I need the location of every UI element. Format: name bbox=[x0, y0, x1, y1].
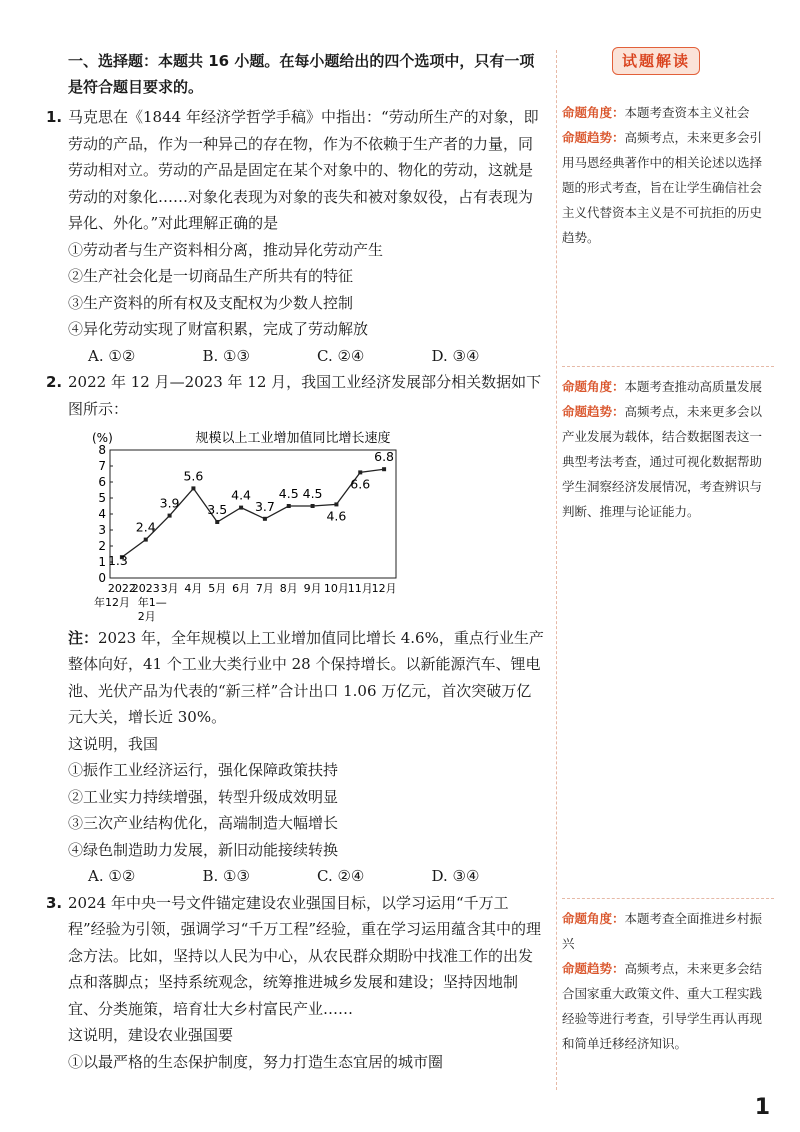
choice-a[interactable]: A. ①② bbox=[88, 346, 136, 365]
x-tick-label-sub: 2月 bbox=[137, 610, 156, 623]
angle-text: 本题考查推动高质量发展 bbox=[624, 379, 763, 394]
trend-text: 高频考点，未来更多会结合国家重大政策文件、重大工程实践经验等进行考查，引导学生再认再现和简单迁移经济知识。 bbox=[562, 961, 763, 1051]
x-tick-label: 3月 bbox=[160, 582, 179, 595]
page-number: 1 bbox=[754, 1095, 770, 1120]
data-label: 5.6 bbox=[183, 468, 204, 484]
option-2: ②工业实力持续增强，转型升级成效明显 bbox=[68, 787, 339, 806]
data-point bbox=[311, 504, 315, 508]
data-point bbox=[239, 506, 243, 510]
y-tick-label: 1 bbox=[98, 555, 106, 569]
option-1: ①劳动者与生产资料相分离，推动异化劳动产生 bbox=[68, 240, 384, 259]
sidebar-separator bbox=[562, 366, 774, 367]
x-tick-label: 8月 bbox=[279, 582, 298, 595]
data-label: 6.6 bbox=[350, 476, 371, 492]
option-1: ①以最严格的生态保护制度，努力打造生态宜居的城市圈 bbox=[68, 1052, 444, 1071]
data-label: 4.5 bbox=[302, 486, 323, 501]
angle-text: 本题考查全面推进乡村振兴 bbox=[562, 911, 763, 951]
sidebar-divider bbox=[556, 50, 557, 1090]
x-tick-label: 2023 bbox=[131, 582, 160, 595]
angle-label: 命题角度： bbox=[562, 379, 625, 394]
data-label: 4.6 bbox=[326, 508, 347, 524]
trend-note bbox=[562, 399, 774, 524]
trend-label: 命题趋势： bbox=[562, 404, 625, 419]
option-2: ②生产社会化是一切商品生产所共有的特征 bbox=[68, 267, 354, 285]
y-tick-label: 4 bbox=[98, 507, 106, 521]
option-4: ④绿色制造助力发展，新旧动能接续转换 bbox=[68, 840, 339, 859]
section-title: 一、选择题：本题共 16 小题。在每小题给出的四个选项中，只有一项是符合题目要求的。 bbox=[68, 52, 535, 96]
y-tick-label: 5 bbox=[98, 491, 106, 505]
question-number: 2. bbox=[46, 373, 63, 391]
option-1: ①振作工业经济运行，强化保障政策扶持 bbox=[68, 761, 339, 779]
x-tick-label: 9月 bbox=[303, 582, 322, 595]
analysis-badge: 试题解读 bbox=[612, 47, 700, 75]
question-number: 3. bbox=[46, 893, 63, 912]
sidebar-note-q1 bbox=[562, 100, 774, 250]
angle-label: 命题角度： bbox=[562, 911, 625, 926]
question-number: 1. bbox=[46, 108, 63, 126]
data-point bbox=[287, 504, 291, 508]
data-point bbox=[215, 520, 219, 524]
trend-note bbox=[562, 956, 774, 1056]
sidebar-note-q2 bbox=[562, 374, 774, 524]
x-tick-label: 11月 bbox=[347, 582, 373, 595]
note-text: 2023 年，全年规模以上工业增加值同比增长 4.6%，重点行业生产整体向好，41 个工业大类行业中 28 个保持增长。以新能源汽车、锂电池、光伏产品为代表的“新三样”合计出口 1.06 万亿元，首次突破万亿元大关，增长近 30%。 bbox=[68, 628, 544, 726]
data-point bbox=[358, 470, 362, 474]
angle-text: 本题考查资本主义社会 bbox=[624, 105, 750, 120]
question-3 bbox=[46, 890, 546, 1076]
trend-text: 高频考点，未来更多会以产业发展为载体，结合数据图表这一典型考法考查，通过可视化数据帮助学生洞察经济发展情况，考查辨识与判断、推理与论证能力。 bbox=[562, 404, 763, 519]
x-tick-label: 10月 bbox=[323, 582, 349, 595]
trend-label: 命题趋势： bbox=[562, 130, 625, 145]
trend-note bbox=[562, 125, 774, 250]
question-stem: 2024 年中央一号文件锚定建设农业强国目标，以学习运用“千万工程”经验为引领，强调学习“千万工程”经验，重在学习运用蕴含其中的理念方法。比如，坚持以人民为中心，从农民群众期盼中找准工作的出发点和落脚点；坚持系统观念，统筹推进城乡发展和建设；坚持因地制宜、分类施策，培育壮大乡村富民产业…… bbox=[68, 893, 542, 1018]
data-label: 4.4 bbox=[231, 487, 252, 503]
x-tick-label: 5月 bbox=[208, 582, 227, 595]
x-tick-label: 4月 bbox=[184, 582, 203, 595]
x-tick-label-sub: 年1— bbox=[137, 596, 167, 609]
data-point bbox=[144, 538, 148, 542]
x-tick-label-sub: 年12月 bbox=[94, 596, 130, 609]
choice-b[interactable]: B. ①③ bbox=[202, 867, 250, 885]
angle-note bbox=[562, 906, 774, 956]
y-tick-label: 7 bbox=[98, 459, 106, 473]
line-chart bbox=[88, 426, 418, 623]
option-4: ④异化劳动实现了财富积累，完成了劳动解放 bbox=[68, 320, 369, 338]
option-3: ③三次产业结构优化，高端制造大幅增长 bbox=[68, 814, 339, 832]
data-label: 3.7 bbox=[254, 498, 275, 514]
question-lead: 这说明，建设农业强国要 bbox=[68, 1026, 234, 1044]
trend-label: 命题趋势： bbox=[562, 961, 625, 976]
question-column bbox=[46, 48, 546, 1075]
data-point bbox=[191, 486, 195, 490]
choice-d[interactable]: D. ③④ bbox=[431, 346, 480, 365]
question-stem: 2022 年 12 月—2023 年 12 月，我国工业经济发展部分相关数据如下图所示： bbox=[68, 373, 542, 418]
answer-choices bbox=[68, 863, 546, 890]
question-1 bbox=[46, 104, 546, 369]
y-tick-label: 3 bbox=[98, 523, 106, 537]
question-stem: 马克思在《1844 年经济学哲学手稿》中指出：“劳动所生产的对象，即劳动的产品，作为一种异己的存在物，作为不依赖于生产者的力量，同劳动相对立。劳动的产品是固定在某个对象中的、物化的劳动，这就是劳动的对象化……对象化表现为对象的丧失和被对象奴役，占有表现为异化、外化。”对此理解正确的是 bbox=[68, 108, 539, 232]
data-label: 4.5 bbox=[278, 486, 299, 501]
data-label: 6.8 bbox=[374, 449, 395, 465]
choice-c[interactable]: C. ②④ bbox=[317, 346, 365, 365]
chart-note bbox=[68, 625, 546, 731]
chart-ylabel: (%) bbox=[92, 431, 113, 445]
angle-label: 命题角度： bbox=[562, 105, 625, 120]
data-label: 3.5 bbox=[207, 502, 228, 517]
plot-frame bbox=[107, 450, 396, 578]
data-point bbox=[382, 467, 386, 471]
trend-text: 高频考点，未来更多会引用马恩经典著作中的相关论述以选择题的形式考查，旨在让学生确信社会主义代替资本主义是不可抗拒的历史趋势。 bbox=[562, 130, 763, 245]
y-tick-label: 6 bbox=[98, 475, 106, 489]
x-tick-label: 12月 bbox=[371, 582, 397, 595]
sidebar-note-q3 bbox=[562, 906, 774, 1056]
x-tick-label: 7月 bbox=[255, 582, 274, 595]
data-point bbox=[263, 517, 267, 521]
choice-d[interactable]: D. ③④ bbox=[431, 867, 480, 885]
option-3: ③生产资料的所有权及支配权为少数人控制 bbox=[68, 293, 354, 312]
answer-choices bbox=[68, 343, 546, 370]
y-tick-label: 0 bbox=[98, 571, 106, 585]
x-tick-label: 2022 bbox=[107, 582, 136, 595]
chart-title: 规模以上工业增加值同比增长速度 bbox=[195, 431, 391, 446]
question-lead: 这说明，我国 bbox=[68, 734, 159, 753]
data-point bbox=[334, 502, 338, 506]
x-tick-label: 6月 bbox=[232, 582, 251, 595]
choice-c[interactable]: C. ②④ bbox=[317, 867, 365, 885]
y-tick-label: 2 bbox=[98, 539, 106, 553]
question-2 bbox=[46, 369, 546, 890]
data-label: 1.3 bbox=[107, 553, 128, 569]
data-label: 3.9 bbox=[159, 495, 180, 511]
choice-b[interactable]: B. ①③ bbox=[202, 346, 250, 365]
note-label: 注： bbox=[68, 628, 99, 647]
sidebar-separator bbox=[562, 898, 774, 899]
choice-a[interactable]: A. ①② bbox=[88, 867, 136, 885]
chart bbox=[88, 426, 546, 625]
data-point bbox=[168, 514, 172, 518]
data-label: 2.4 bbox=[135, 519, 156, 535]
angle-note bbox=[562, 374, 774, 399]
angle-note bbox=[562, 100, 774, 125]
y-tick-label: 8 bbox=[98, 443, 106, 457]
